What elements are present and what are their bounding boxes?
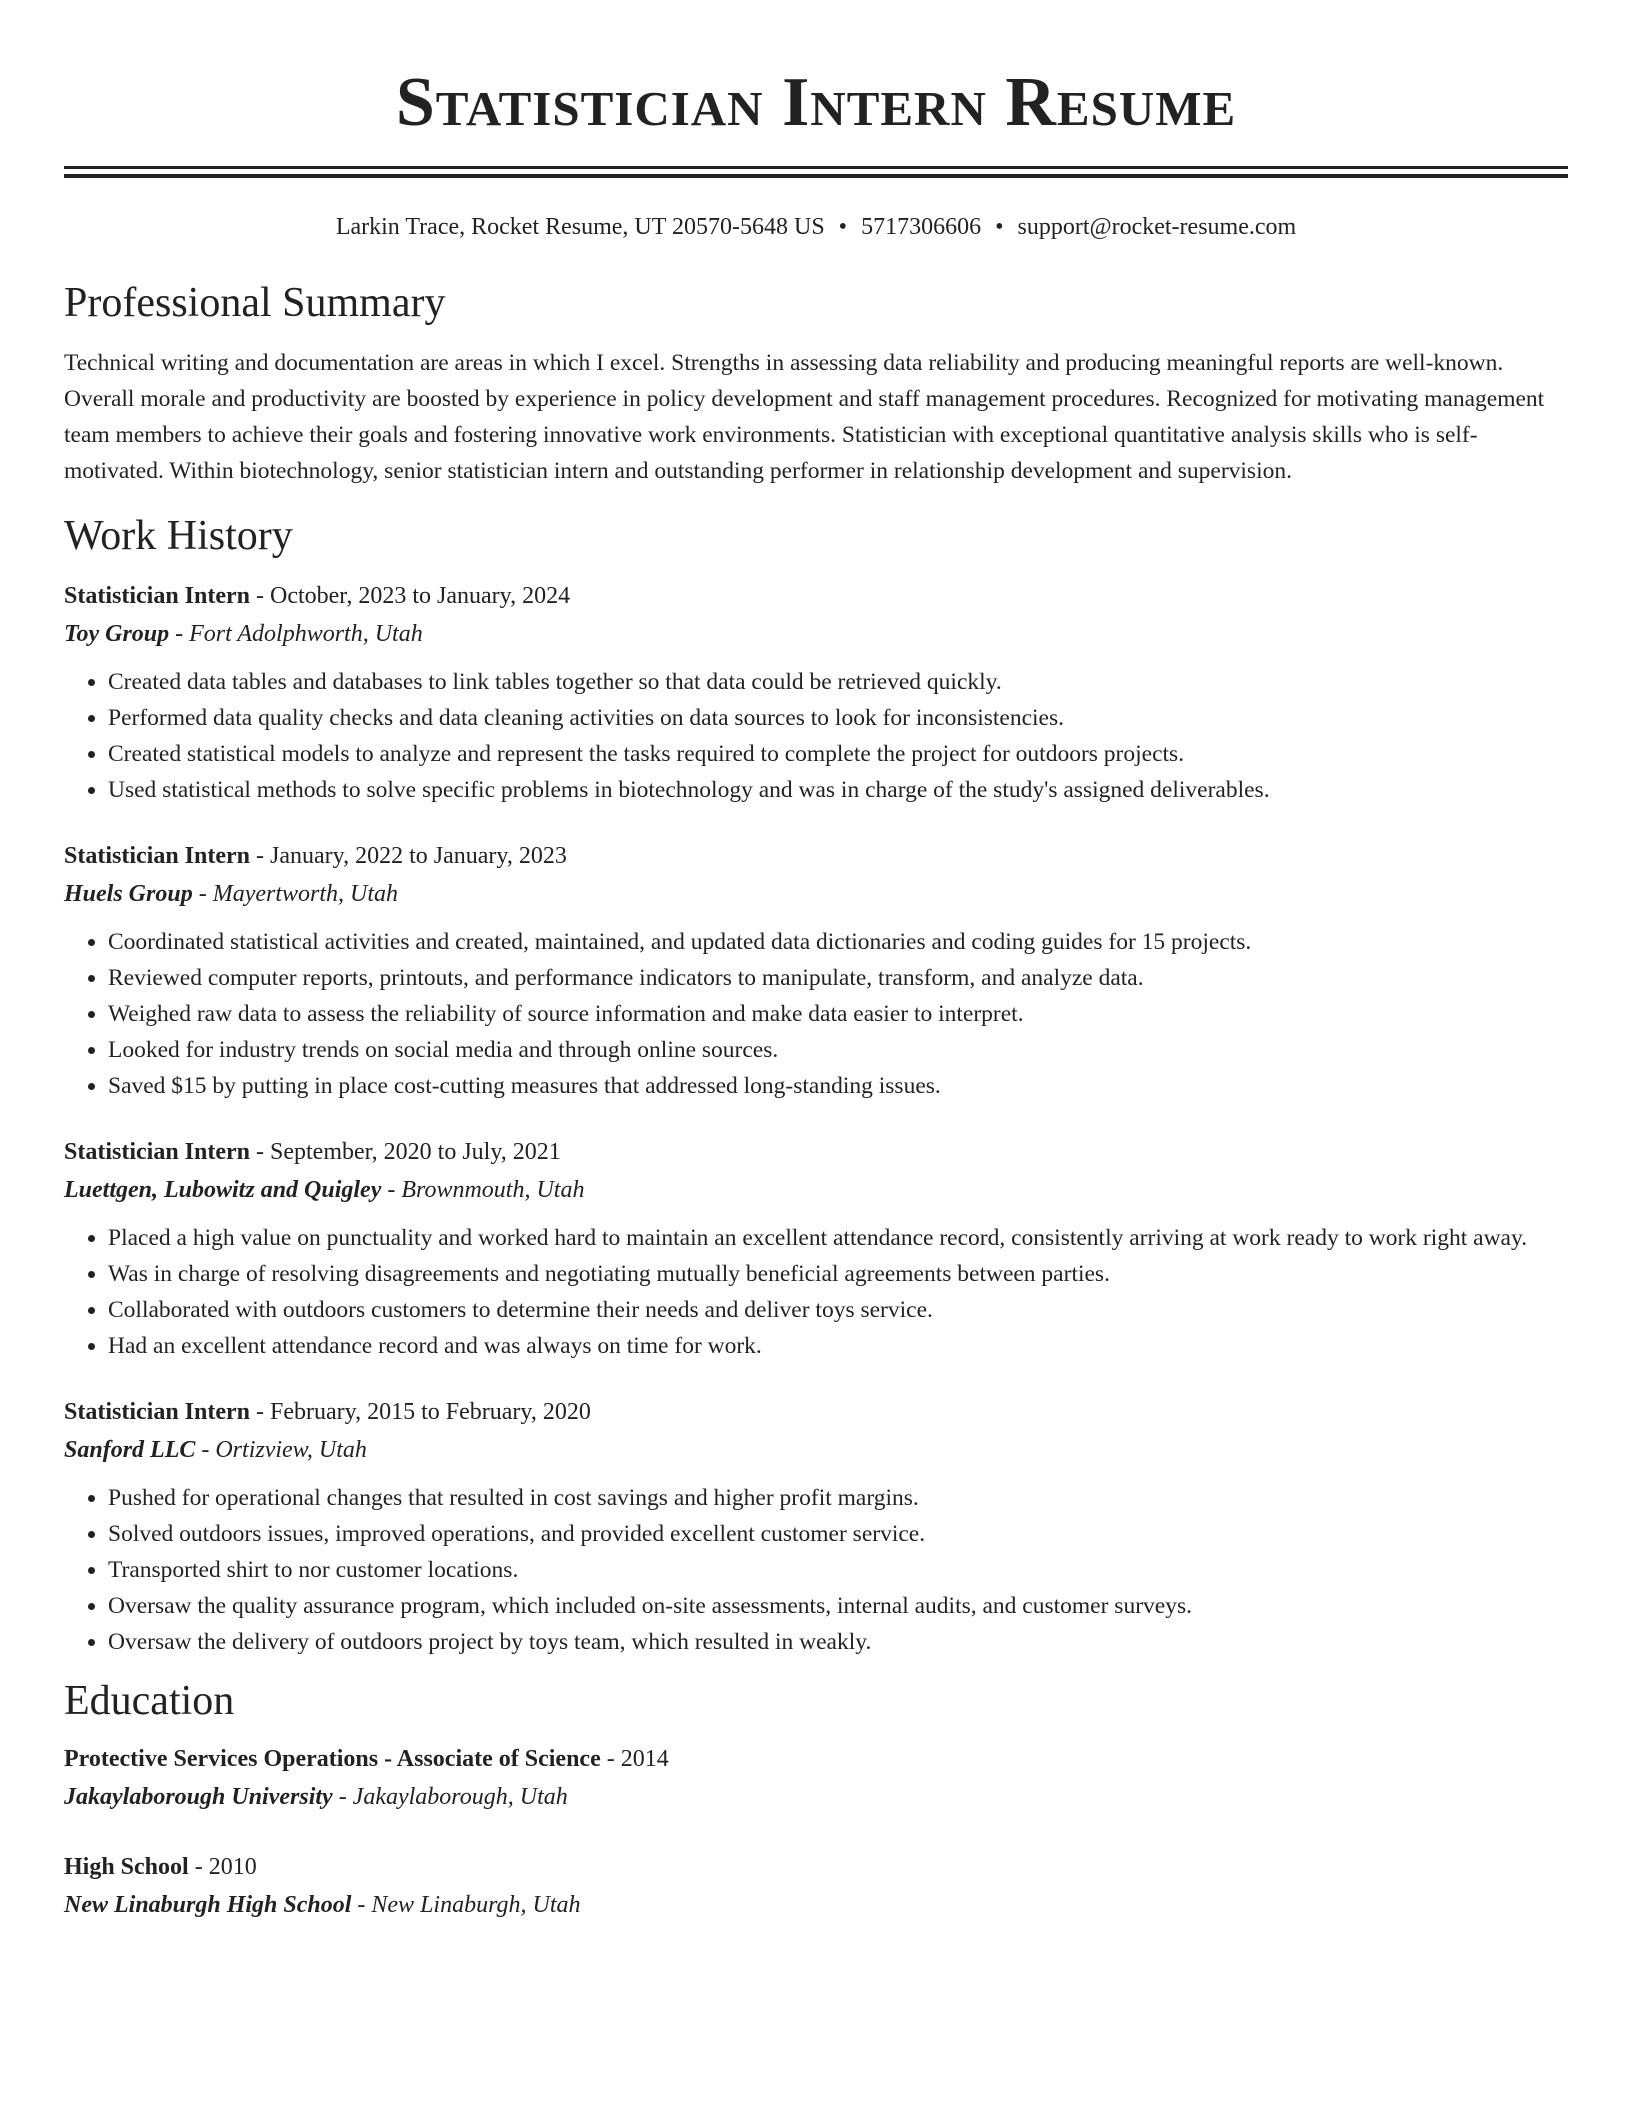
job-company-line [64, 615, 1568, 653]
job-bullets [64, 1220, 1568, 1364]
job-title-line [64, 1133, 1568, 1171]
job-company: Luettgen, Lubowitz and Quigley [64, 1177, 382, 1203]
job-bullet: • Solved outdoors issues, improved operations, and provided excellent customer service. [108, 1516, 1568, 1552]
job-location: - Brownmouth, Utah [381, 1177, 585, 1203]
job-bullet: • Reviewed computer reports, printouts, and performance indicators to manipulate, transform, and analyze data. [108, 960, 1568, 996]
education-degree: Protective Services Operations - Associate of Science [64, 1746, 601, 1772]
job-entry [64, 1393, 1568, 1660]
education-school-line [64, 1886, 1568, 1924]
job-bullet: • Used statistical methods to solve specific problems in biotechnology and was in charge of the study's assigned deliverables. [108, 772, 1568, 808]
job-bullet: • Saved $15 by putting in place cost-cutting measures that addressed long-standing issues. [108, 1068, 1568, 1104]
job-bullet: • Pushed for operational changes that resulted in cost savings and higher profit margins. [108, 1480, 1568, 1516]
education-year: - 2010 [188, 1854, 257, 1880]
job-bullet: • Weighed raw data to assess the reliability of source information and make data easier to interpret. [108, 996, 1568, 1032]
job-bullet: • Oversaw the delivery of outdoors project by toys team, which resulted in weakly. [108, 1624, 1568, 1660]
contact-separator: • [995, 214, 1004, 240]
job-bullet: • Oversaw the quality assurance program, which included on-site assessments, internal audits, and customer surveys. [108, 1588, 1568, 1624]
job-title: Statistician Intern [64, 1399, 250, 1425]
contact-phone: 5717306606 [861, 214, 982, 240]
job-title-line [64, 577, 1568, 615]
job-dates: - October, 2023 to January, 2024 [250, 583, 571, 609]
job-bullets [64, 1480, 1568, 1660]
job-title: Statistician Intern [64, 843, 250, 869]
job-dates: - September, 2020 to July, 2021 [250, 1139, 561, 1165]
job-bullet: • Transported shirt to nor customer locations. [108, 1552, 1568, 1588]
job-company-line [64, 875, 1568, 913]
job-entry [64, 577, 1568, 808]
summary-text: Technical writing and documentation are areas in which I excel. Strengths in assessing data reliability and producing meaningful reports are well-known. Overall morale and productivity are boosted by experience in policy development and staff management procedures. Recognized for motivating management team members to achieve their goals and fostering innovative work environments. Statistician with exceptional quantitative analysis skills who is self-motivated. Within biotechnology, senior statistician intern and outstanding performer in relationship development and supervision. [64, 350, 1545, 484]
job-bullets [64, 924, 1568, 1104]
job-company-line [64, 1171, 1568, 1209]
job-bullet: • Created data tables and databases to link tables together so that data could be retrieved quickly. [108, 664, 1568, 700]
resume-title: Statistician Intern Resume [395, 64, 1237, 141]
job-bullets [64, 664, 1568, 808]
title-rule-bottom [64, 174, 1568, 178]
education-entry [64, 1740, 1568, 1816]
job-title-line [64, 1393, 1568, 1431]
job-bullet: • Placed a high value on punctuality and worked hard to maintain an excellent attendance record, consistently arriving at work ready to work right away. [108, 1220, 1568, 1256]
contact-line [64, 211, 1568, 243]
work-history-heading: Work History [64, 513, 293, 559]
job-company: Huels Group [64, 881, 193, 907]
job-location: - Mayertworth, Utah [192, 881, 399, 907]
job-bullet: • Coordinated statistical activities and created, maintained, and updated data dictionaries and coding guides for 15 projects. [108, 924, 1568, 960]
job-company: Sanford LLC [64, 1437, 196, 1463]
job-title-line [64, 837, 1568, 875]
job-bullet: • Looked for industry trends on social media and through online sources. [108, 1032, 1568, 1068]
job-bullet: • Collaborated with outdoors customers to determine their needs and deliver toys service. [108, 1292, 1568, 1328]
job-location: - Fort Adolphworth, Utah [169, 621, 423, 647]
education-degree-line [64, 1848, 1568, 1886]
education-entry [64, 1848, 1568, 1924]
education-heading: Education [64, 1678, 235, 1724]
contact-email: support@rocket-resume.com [1017, 214, 1297, 240]
job-dates: - January, 2022 to January, 2023 [250, 843, 567, 869]
job-dates: - February, 2015 to February, 2020 [250, 1399, 591, 1425]
education-school: Jakaylaborough University [64, 1784, 333, 1810]
title-rule-top [64, 166, 1568, 169]
job-location: - Ortizview, Utah [195, 1437, 367, 1463]
education-degree-line [64, 1740, 1568, 1778]
education-school-line [64, 1778, 1568, 1816]
job-bullet: • Had an excellent attendance record and was always on time for work. [108, 1328, 1568, 1364]
summary-heading: Professional Summary [64, 280, 446, 326]
education-year: - 2014 [600, 1746, 669, 1772]
job-entry [64, 1133, 1568, 1364]
job-bullet: • Created statistical models to analyze and represent the tasks required to complete the project for outdoors projects. [108, 736, 1568, 772]
job-company: Toy Group [64, 621, 170, 647]
job-title: Statistician Intern [64, 1139, 250, 1165]
job-entry [64, 837, 1568, 1104]
education-location: - New Linaburgh, Utah [351, 1892, 581, 1918]
education-degree: High School [64, 1854, 189, 1880]
job-bullet: • Performed data quality checks and data cleaning activities on data sources to look for inconsistencies. [108, 700, 1568, 736]
education-location: - Jakaylaborough, Utah [332, 1784, 568, 1810]
contact-address: Larkin Trace, Rocket Resume, UT 20570-5648 US [335, 214, 825, 240]
job-company-line [64, 1431, 1568, 1469]
contact-separator: • [838, 214, 848, 240]
job-title: Statistician Intern [64, 583, 250, 609]
job-bullet: • Was in charge of resolving disagreements and negotiating mutually beneficial agreements between parties. [108, 1256, 1568, 1292]
education-school: New Linaburgh High School [64, 1892, 352, 1918]
